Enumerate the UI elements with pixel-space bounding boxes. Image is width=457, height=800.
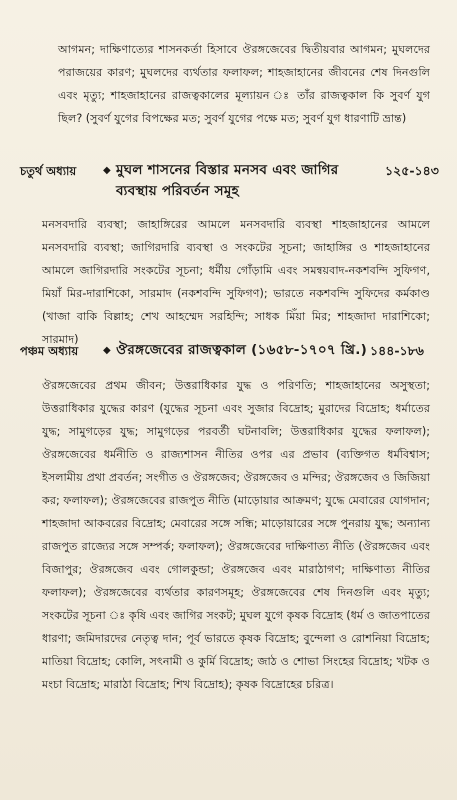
chapter4-label: চতুর্থ অধ্যায় — [20, 164, 77, 178]
chapter5-title: ঔরঙ্গজেবের রাজত্বকাল (১৬৫৮-১৭০৭ খ্রি.) — [116, 342, 368, 358]
chapter5-content: ঔরঙ্গজেবের প্রথম জীবন; উত্তরাধিকার যুদ্ধ ও পরিণতি; শাহজাহানের অসুস্থতা; উত্তরাধিকার যুদ্ধের কারণ (যুদ্ধের সূচনা এবং সুজার বিদ্রোহ; মুরাদের বিদ্রোহ; ধর্মাতের যুদ্ধ; সামুগড়ের যুদ্ধ; সামুগড়ের পরবর্তী ঘটনাবলি; উত্তরাধিকার যুদ্ধের ফলাফল); ঔরঙ্গজেবের ধর্মনীতি ও রাজ্যশাসন নীতির ওপর এর প্রভাব (ব্যক্তিগত ধর্মবিশ্বাস; ইসলামীয় প্রথা প্রবর্তন; সংগীত ও ঔরঙ্গজেব; ঔরঙ্গজেব ও মন্দির; ঔরঙ্গজেব ও জিজিয়া কর; ফলাফল); ঔরঙ্গজেবের রাজপুত নীতি (মাড়োয়ার আক্রমণ; যুদ্ধে মেবারের যোগদান; শাহজাদা আকবরের বিদ্রোহ; মেবারের সঙ্গে সন্ধি; মাড়োয়ারের সঙ্গে পুনরায় যুদ্ধ; অন্যান্য রাজপুত রাজ্যের সঙ্গে সম্পর্ক; ফলাফল); ঔরঙ্গজেবের দাক্ষিণাত্য নীতি (ঔরঙ্গজেব এবং বিজাপুর; ঔরঙ্গজেব এবং গোলকুন্ডা; ঔরঙ্গজেব এবং মারাঠাগণ; দাক্ষিণাত্য নীতির ফলাফল); ঔরঙ্গজেবের ব্যর্থতার কারণসমূহ; ঔরঙ্গজেবের শেষ দিনগুলি এবং মৃত্যু; সংকটের সূচনা ঃ কৃষি এবং জাগির সংকট; মুঘল যুগে কৃষক বিদ্রোহ (ধর্ম ও জাতপাতের ধারণা; জমিদারদের নেতৃত্ব দান; পূর্ব ভারতে কৃষক বিদ্রোহ; বুন্দেলা ও রোশনিয়া বিদ্রোহ; মাতিয়া বিদ্রোহ; কোলি, সৎনামী ও কুর্মি বিদ্রোহ; জাঠ ও শোভা সিংহের বিদ্রোহ; খটক ও মংচা বিদ্রোহ; মারাঠা বিদ্রোহ; শিখ বিদ্রোহ); কৃষক বিদ্রোহের চরিত্র। — [42, 379, 430, 691]
chapter4-content: মনসবদারি ব্যবস্থা; জাহাঙ্গিরের আমলে মনসবদারি ব্যবস্থা শাহজাহানের আমলে মনসবদারি ব্যবস্থা; জাগিরদারি ব্যবস্থা ও সংকটের সূচনা; জাহাঙ্গির ও শাহজাহানের আমলে জাগিরদারি সংকটের সূচনা; ধর্মীয় গোঁড়ামি এবং সমন্বয়বাদ-নকশবন্দি সুফিগণ, মিয়াঁ মির-দারাশিকো, সারমাদ (নকশবন্দি সুফিগণ); ভারতে নকশবন্দি সুফিদের কর্মকাণ্ড (খাজা বাকি বিল্লাহ; শেখ আহম্মেদ সরহিন্দি; সাধক মিঁয়া মির; শাহজাদা দারাশিকো; সারমাদ) — [42, 218, 430, 346]
chapter4-title: মুঘল শাসনের বিস্তার মনসব এবং জাগির ব্যবস্থায় পরিবর্তন সমূহ — [116, 162, 339, 199]
chapter5-label: পঞ্চম অধ্যায় — [20, 344, 79, 358]
chapter3-content-continued: আগমন; দাক্ষিণাত্যের শাসনকর্তা হিসাবে ঔরঙ্গজেবের দ্বিতীয়বার আগমন; মুঘলদের পরাজয়ের কারণ; মুঘলদের ব্যর্থতার ফলাফল; শাহজাহানের জীবনের শেষ দিনগুলি এবং মৃত্যু; শাহজাহানের রাজত্বকালের মূল্যায়ন ঃ তাঁর রাজত্বকাল কি সুবর্ণ যুগ ছিল? (সুবর্ণ যুগের বিপক্ষের মত; সুবর্ণ যুগের পক্ষে মত; সুবর্ণ যুগ ধারণাটি ভ্রান্ত) — [58, 43, 430, 125]
chapter4-heading — [20, 160, 457, 204]
diamond-bullet-icon: ◆ — [103, 165, 111, 176]
chapter5-page-range: ১৪৪-১৮৬ — [370, 343, 424, 358]
chapter5-heading — [20, 340, 457, 364]
chapter4-page-range: ১২৫-১৪৩ — [385, 163, 439, 178]
diamond-bullet-icon: ◆ — [103, 345, 111, 356]
